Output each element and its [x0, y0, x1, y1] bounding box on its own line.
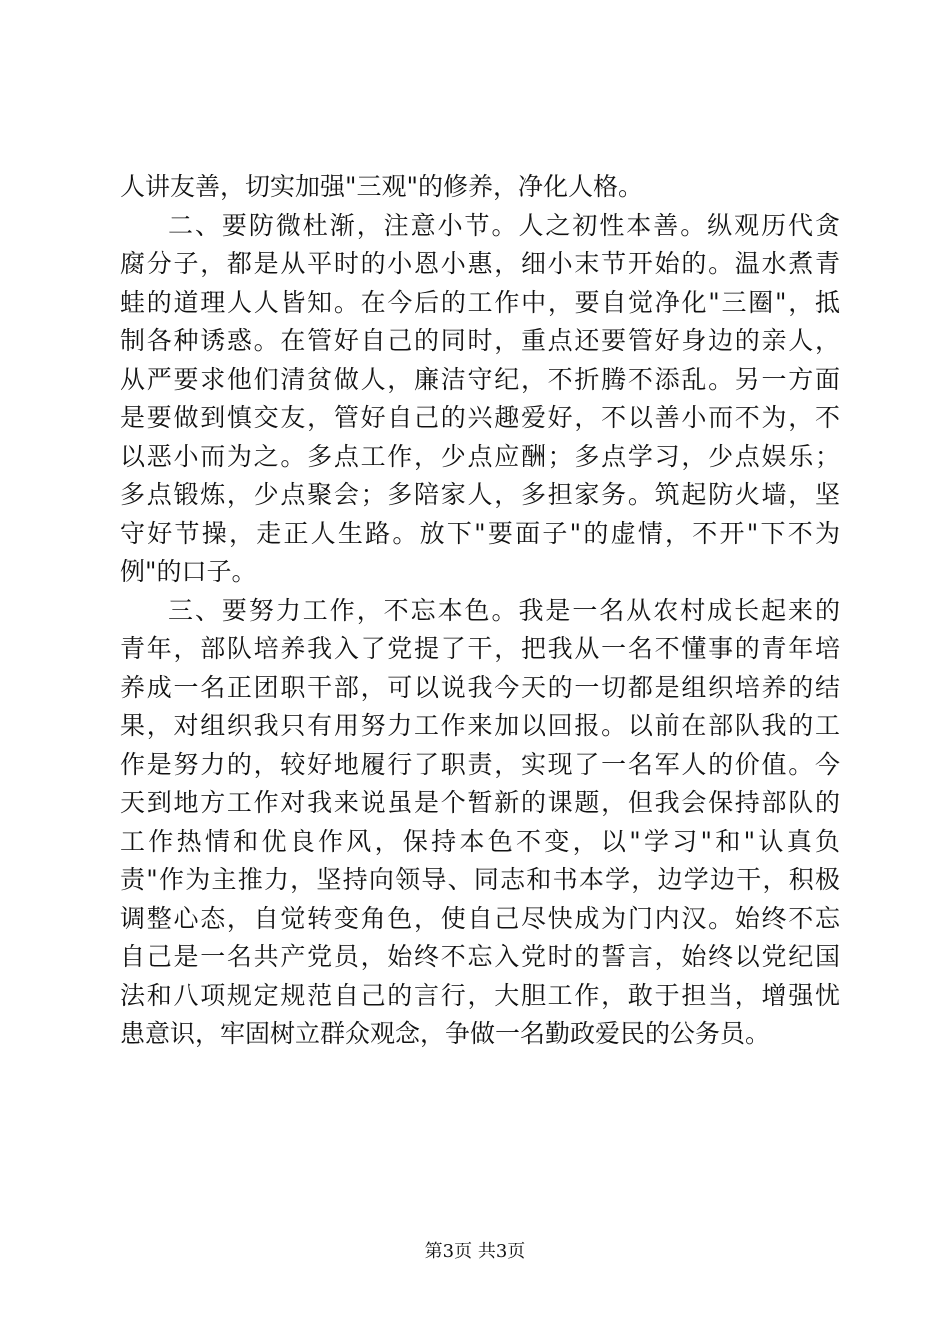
paragraph-3	[120, 592, 840, 1054]
text-line: 三、要努力工作，不忘本色。我是一名从农村成长起来的	[168, 595, 840, 625]
text-line: 从严要求他们清贫做人，廉洁守纪，不折腾不添乱。另一方面	[120, 364, 840, 394]
paragraph-1	[120, 168, 840, 207]
text-line: 制各种诱惑。在管好自己的同时，重点还要管好身边的亲人，	[120, 326, 840, 355]
paragraph-2	[120, 207, 840, 592]
text-line: 果，对组织我只有用努力工作来加以回报。以前在部队我的工	[120, 711, 840, 740]
text-line: 养成一名正团职干部，可以说我今天的一切都是组织培养的结	[120, 672, 840, 702]
text-line: 人讲友善，切实加强"三观"的修养，净化人格。	[120, 172, 643, 201]
text-line: 多点锻炼，少点聚会；多陪家人，多担家务。筑起防火墙，坚	[120, 480, 840, 509]
text-line: 腐分子，都是从平时的小恩小惠，细小末节开始的。温水煮青	[120, 249, 840, 278]
text-line: 工作热情和优良作风，保持本色不变，以"学习"和"认真负	[120, 826, 840, 856]
text-line: 调整心态，自觉转变角色，使自己尽快成为门内汉。始终不忘	[120, 903, 840, 933]
text-line: 责"作为主推力，坚持向领导、同志和书本学，边学边干，积极	[120, 865, 840, 894]
page-number-footer: 第3页 共3页	[424, 1241, 526, 1262]
text-line: 守好节操，走正人生路。放下"要面子"的虚情，不开"下不为	[120, 518, 840, 548]
text-line: 作是努力的，较好地履行了职责，实现了一名军人的价值。今	[120, 749, 840, 779]
text-line: 法和八项规定规范自己的言行，大胆工作，敢于担当，增强忧	[120, 980, 840, 1010]
text-line: 蛙的道理人人皆知。在今后的工作中，要自觉净化"三圈"，抵	[120, 287, 840, 317]
text-line: 是要做到慎交友，管好自己的兴趣爱好，不以善小而不为，不	[120, 403, 840, 432]
text-line: 自己是一名共产党员，始终不忘入党时的誓言，始终以党纪国	[120, 942, 840, 971]
text-line: 二、要防微杜渐，注意小节。人之初性本善。纵观历代贪	[168, 210, 840, 240]
text-line: 以恶小而为之。多点工作，少点应酬；多点学习，少点娱乐；	[120, 441, 840, 471]
document-body	[120, 168, 840, 1054]
text-line: 例"的口子。	[120, 557, 257, 586]
text-line: 患意识，牢固树立群众观念，争做一名勤政爱民的公务员。	[120, 1019, 771, 1048]
text-line: 青年，部队培养我入了党提了干，把我从一名不懂事的青年培	[120, 634, 840, 663]
text-line: 天到地方工作对我来说虽是个暂新的课题，但我会保持部队的	[120, 788, 840, 817]
